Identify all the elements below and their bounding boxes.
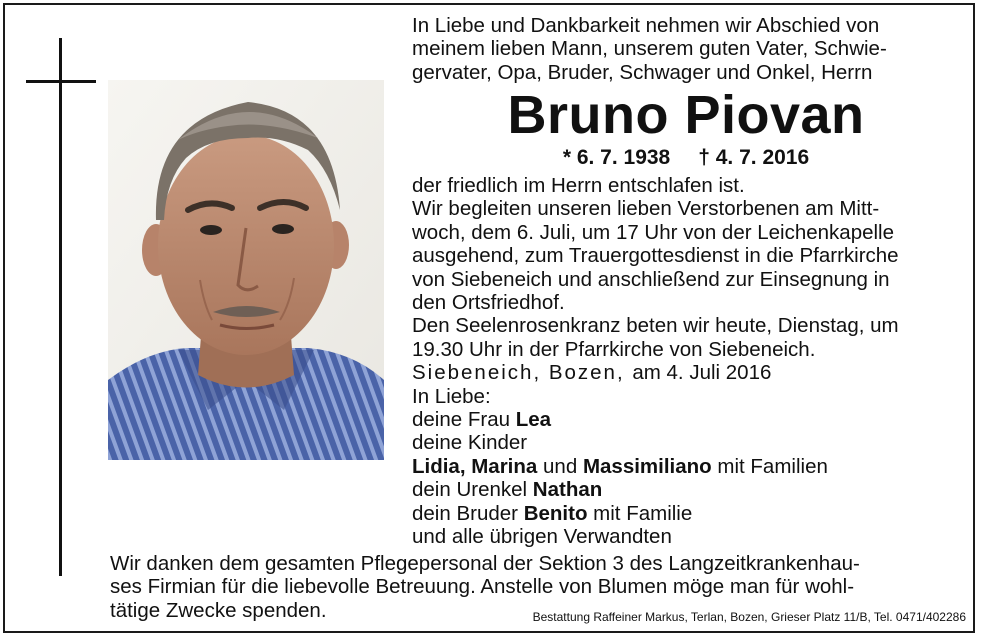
mourner-grandchild	[412, 478, 899, 501]
brother-name: Benito	[523, 501, 588, 525]
mourner-prefix: deine Frau	[412, 408, 511, 432]
wife-name: Lea	[515, 408, 552, 432]
place-prefix: Siebeneich, Bozen,	[412, 361, 625, 385]
footer-line: Wir danken dem gesamten Pflegepersonal der Sektion 3 des Langzeitkrankenhau-	[110, 552, 860, 575]
body-line: den Ortsfriedhof.	[412, 291, 565, 315]
intro-line: In Liebe und Dankbarkeit nehmen wir Abschied von	[412, 14, 880, 37]
mourner-wife	[412, 408, 899, 431]
mourner-suffix: mit Familie	[593, 501, 693, 525]
grandchild-name: Nathan	[532, 478, 603, 502]
in-liebe-label: In Liebe:	[412, 384, 491, 408]
body-line: von Siebeneich und anschließend zur Einsegnung in	[412, 267, 890, 291]
child-name: Massimiliano	[582, 454, 712, 478]
children-names: Lidia, Marina	[412, 454, 538, 478]
mourner-children	[412, 455, 899, 478]
deceased-name: Bruno Piovan	[507, 85, 865, 145]
body-line: woch, dem 6. Juli, um 17 Uhr von der Leichenkapelle	[412, 220, 895, 244]
notice-body	[412, 174, 899, 549]
mourner-suffix: mit Familien	[717, 454, 828, 478]
mourner-others: und alle übrigen Verwandten	[412, 525, 672, 549]
body-line: 19.30 Uhr in der Pfarrkirche von Siebeneich.	[412, 337, 816, 361]
death-date: † 4. 7. 2016	[698, 146, 810, 169]
birth-date: * 6. 7. 1938	[562, 146, 671, 169]
mourner-brother	[412, 502, 899, 525]
body-line: der friedlich im Herrn entschlafen ist.	[412, 174, 745, 197]
footer-line: ses Firmian für die liebevolle Betreuung. Anstelle von Blumen möge man für wohl-	[110, 575, 855, 599]
portrait-photo	[108, 80, 384, 460]
conjunction: und	[543, 454, 578, 478]
body-line: Wir begleiten unseren lieben Verstorbenen am Mitt-	[412, 197, 880, 221]
life-dates	[412, 146, 960, 170]
mourner-prefix: dein Bruder	[412, 501, 518, 525]
body-line: Den Seelenrosenkranz beten wir heute, Dienstag, um	[412, 314, 899, 338]
footer-line: tätige Zwecke spenden.	[110, 598, 327, 622]
cross-vertical-bar	[59, 38, 62, 576]
body-line: ausgehend, zum Trauergottesdienst in die Pfarrkirche	[412, 244, 899, 268]
place-and-date	[412, 361, 899, 384]
funeral-home-credit: Bestattung Raffeiner Markus, Terlan, Bozen, Grieser Platz 11/B, Tel. 0471/402286	[532, 610, 966, 624]
cross-horizontal-bar	[26, 80, 96, 83]
mourner-children-label: deine Kinder	[412, 431, 528, 455]
intro-text	[412, 14, 887, 84]
intro-line: gervater, Opa, Bruder, Schwager und Onkel, Herrn	[412, 60, 873, 84]
place-date: am 4. Juli 2016	[632, 361, 772, 385]
mourner-prefix: dein Urenkel	[412, 478, 528, 502]
intro-line: meinem lieben Mann, unserem guten Vater, Schwie-	[412, 37, 887, 61]
